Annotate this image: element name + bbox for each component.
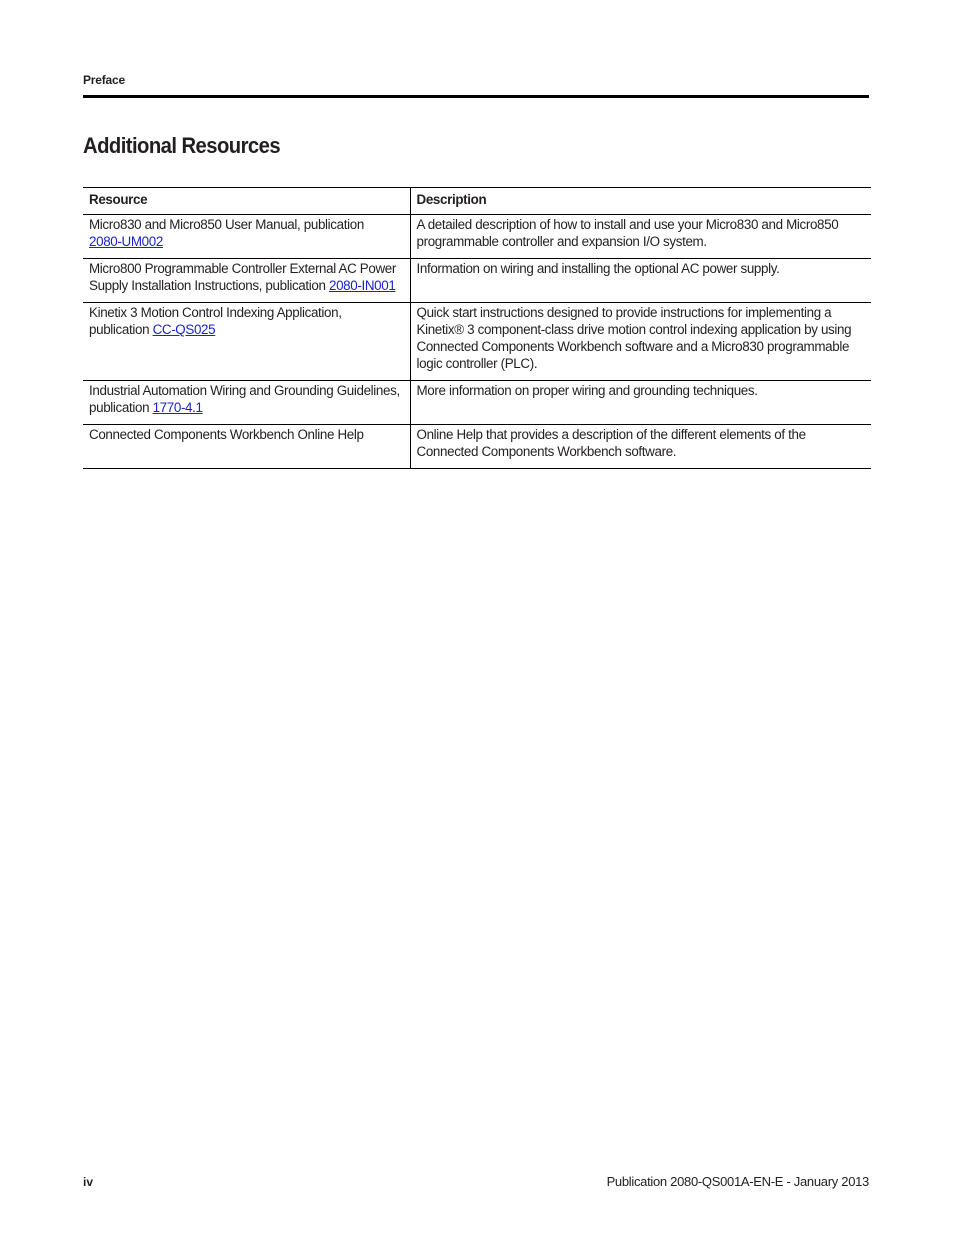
description-text: A detailed description of how to install and use your Micro830 and Micro850 programmable controller and expansion I/O system. [416, 217, 839, 249]
description-cell [410, 303, 871, 381]
description-text: Online Help that provides a description of the different elements of the Connected Components Workbench software. [416, 427, 806, 459]
resource-cell [83, 215, 410, 259]
table-row [83, 259, 871, 303]
description-cell [410, 215, 871, 259]
table-row [83, 303, 871, 381]
resource-cell [83, 303, 410, 381]
resource-title: Micro800 Programmable Controller External AC Power Supply Installation Instructions, publication [89, 261, 396, 293]
resource-title: Industrial Automation Wiring and Grounding Guidelines, publication [89, 383, 400, 415]
publication-link[interactable]: 2080-IN001 [328, 278, 396, 293]
publication-link[interactable]: 1770-4.1 [152, 400, 203, 415]
resource-title: Micro830 and Micro850 User Manual, publication [89, 217, 364, 232]
column-header-resource: Resource [83, 188, 410, 215]
publication-footer: Publication 2080-QS001A-EN-E - January 2013 [606, 1174, 869, 1189]
running-head: Preface [83, 73, 125, 87]
table-header-row [83, 188, 871, 215]
description-cell [410, 259, 871, 303]
publication-link[interactable]: 2080-UM002 [89, 234, 163, 249]
column-header-description: Description [410, 188, 871, 215]
resource-cell [83, 381, 410, 425]
table-row [83, 381, 871, 425]
header-rule [83, 95, 869, 98]
resource-title: Kinetix 3 Motion Control Indexing Application, publication [89, 305, 342, 337]
description-text: Quick start instructions designed to provide instructions for implementing a Kinetix® 3 component-class drive motion control indexing application by using Connected Components Workbench software and a Micro830 programmable logic controller (PLC). [416, 305, 852, 371]
section-title: Additional Resources [83, 133, 281, 158]
resources-table [83, 187, 871, 469]
table-row [83, 425, 871, 469]
description-cell [410, 381, 871, 425]
resource-title: Connected Components Workbench Online Help [89, 427, 364, 442]
publication-link[interactable]: CC-QS025 [152, 322, 216, 337]
page-number: iv [83, 1175, 94, 1189]
table-row [83, 215, 871, 259]
description-text: More information on proper wiring and grounding techniques. [416, 383, 758, 398]
resource-cell [83, 259, 410, 303]
description-cell [410, 425, 871, 469]
resource-cell [83, 425, 410, 469]
description-text: Information on wiring and installing the optional AC power supply. [416, 261, 780, 276]
